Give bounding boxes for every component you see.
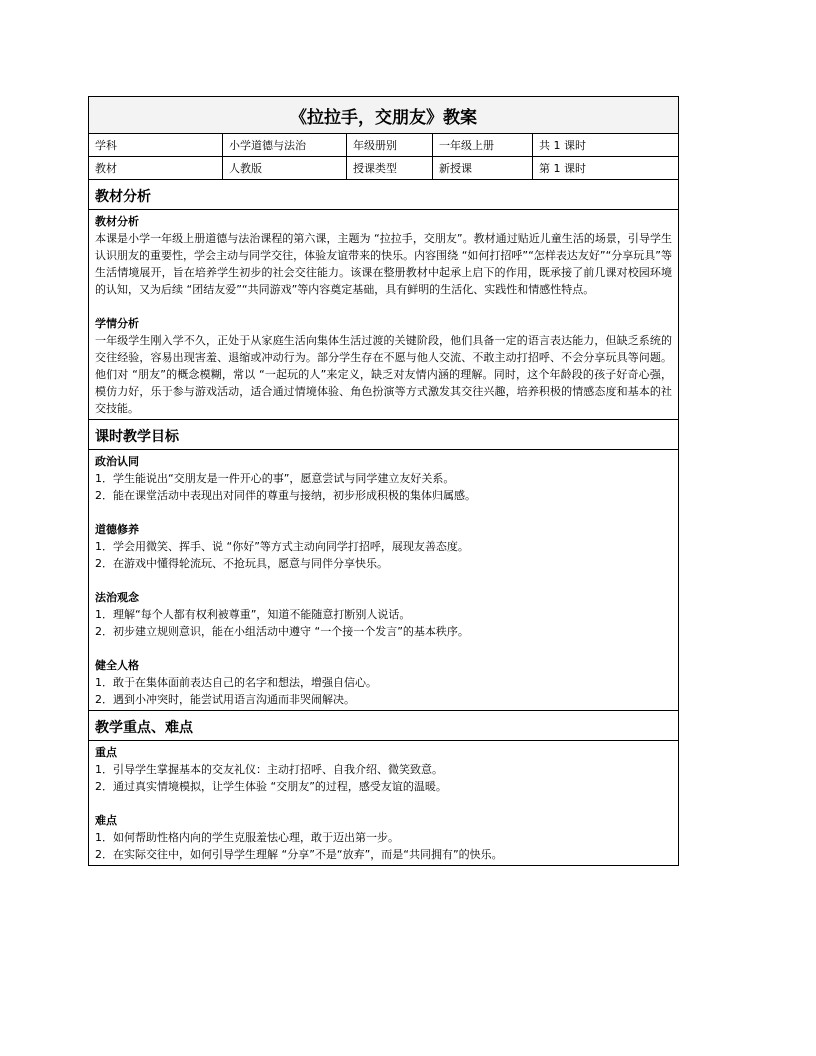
analysis-heading: 教材分析	[89, 180, 678, 210]
objective-item: 1．敢于在集体面前表达自己的名字和想法，增强自信心。	[95, 676, 377, 689]
textbook-analysis	[95, 213, 672, 298]
objective-item: 2．初步建立规则意识，能在小组活动中遵守 “一个接一个发言”的基本秩序。	[95, 625, 469, 638]
subject-label: 学科	[89, 134, 223, 156]
student-analysis-title: 学情分析	[95, 317, 139, 330]
keypoint-group-focus	[95, 744, 672, 795]
keypoint-item: 2．通过真实情境模拟，让学生体验 “交朋友”的过程，感受友谊的温暖。	[95, 780, 447, 793]
objective-item: 1．学会用微笑、挥手、说 “你好”等方式主动向同学打招呼，展现友善态度。	[95, 540, 469, 553]
keypoint-group-title: 重点	[95, 746, 117, 759]
objective-group-moral	[95, 521, 672, 572]
textbook-analysis-text: 本课是小学一年级上册道德与法治课程的第六课，主题为 “拉拉手，交朋友”。教材通过贴近儿童生活的场景，引导学生认识朋友的重要性，学会主动与同学交往，体验友谊带来的快乐。内容围绕 “如何打招呼”“怎样表达友好”“分享玩具”等生活情境展开，旨在培养学生初步的社会交往能力。该课在整册教材中起承上启下的作用，既承接了前几课对校园环境的认知，又为后续 “团结友爱”“共同游戏”等内容奠定基础，具有鲜明的生活化、实践性和情感性特点。	[95, 232, 672, 296]
lesson-type-value: 新授课	[433, 157, 533, 179]
analysis-body	[89, 210, 678, 420]
keypoints-body	[89, 741, 678, 865]
objective-group-law	[95, 589, 672, 640]
keypoint-group-difficulty	[95, 812, 672, 863]
document-title: 《拉拉手，交朋友》教案	[89, 97, 678, 134]
subject-value: 小学道德与法治	[223, 134, 347, 156]
objectives-heading: 课时教学目标	[89, 420, 678, 450]
keypoint-item: 1．如何帮助性格内向的学生克服羞怯心理，敢于迈出第一步。	[95, 831, 399, 844]
student-analysis	[95, 315, 672, 417]
objective-group-political	[95, 453, 672, 504]
objective-item: 2．在游戏中懂得轮流玩、不抢玩具，愿意与同伴分享快乐。	[95, 557, 388, 570]
keypoint-item: 1．引导学生掌握基本的交友礼仪：主动打招呼、自我介绍、微笑致意。	[95, 763, 443, 776]
info-row-textbook	[89, 157, 678, 180]
textbook-label: 教材	[89, 157, 223, 179]
objective-group-title: 健全人格	[95, 659, 139, 672]
objective-item: 2．能在课堂活动中表现出对同伴的尊重与接纳，初步形成积极的集体归属感。	[95, 489, 476, 502]
info-row-subject	[89, 134, 678, 157]
textbook-value: 人教版	[223, 157, 347, 179]
objective-item: 1．学生能说出“交朋友是一件开心的事”，愿意尝试与同学建立友好关系。	[95, 472, 455, 485]
total-periods: 共 1 课时	[539, 139, 586, 152]
objective-group-title: 政治认同	[95, 455, 139, 468]
textbook-analysis-title: 教材分析	[95, 215, 139, 228]
objective-item: 1．理解“每个人都有权利被尊重”，知道不能随意打断别人说话。	[95, 608, 411, 621]
objective-group-title: 道德修养	[95, 523, 139, 536]
grade-value: 一年级上册	[433, 134, 533, 156]
lesson-plan-document	[88, 96, 679, 866]
keypoints-heading: 教学重点、难点	[89, 711, 678, 741]
student-analysis-text: 一年级学生刚入学不久，正处于从家庭生活向集体生活过渡的关键阶段，他们具备一定的语言表达能力，但缺乏系统的交往经验，容易出现害羞、退缩或冲动行为。部分学生存在不愿与他人交流、不敢主动打招呼、不会分享玩具等问题。他们对 “朋友”的概念模糊，常以 “一起玩的人”来定义，缺乏对友情内涵的理解。同时，这个年龄段的孩子好奇心强，模仿力好，乐于参与游戏活动，适合通过情境体验、角色扮演等方式激发其交往兴趣，培养积极的情感态度和基本的社交技能。	[95, 334, 672, 415]
objective-group-personality	[95, 657, 672, 708]
keypoint-item: 2．在实际交往中，如何引导学生理解 “分享”不是“放弃”，而是“共同拥有”的快乐。	[95, 848, 503, 861]
objectives-body	[89, 450, 678, 711]
current-period: 第 1 课时	[539, 162, 586, 175]
objective-group-title: 法治观念	[95, 591, 139, 604]
grade-label: 年级册别	[347, 134, 433, 156]
objective-item: 2．遇到小冲突时，能尝试用语言沟通而非哭闹解决。	[95, 693, 355, 706]
lesson-type-label: 授课类型	[347, 157, 433, 179]
keypoint-group-title: 难点	[95, 814, 117, 827]
